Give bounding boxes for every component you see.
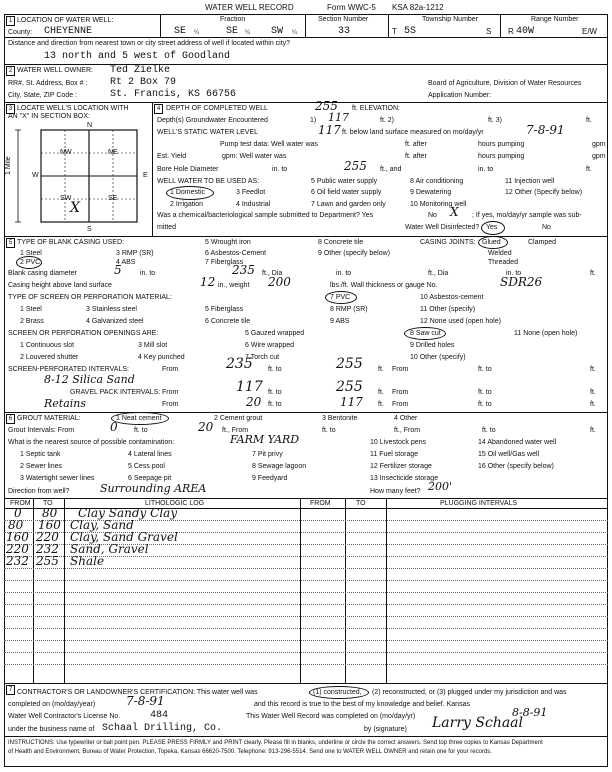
weight-unit: lbs./ft. Wall thickness or gauge No. xyxy=(330,282,438,289)
contam-lateral: 4 Lateral lines xyxy=(128,451,172,458)
use-aircon: 8 Air conditioning xyxy=(410,178,464,185)
screen-label: TYPE OF SCREEN OR PERFORATION MATERIAL: xyxy=(8,294,172,301)
instructions-line-1: INSTRUCTIONS: Use typewriter or ball point pen. PLEASE PRESS FIRMLY and PRINT clearly. Please fill in blanks, underline or circle the correct answers. Send top three copies to Kansas Department xyxy=(8,740,543,746)
gw1-value: 117 xyxy=(328,111,349,124)
use-domestic-circle xyxy=(166,186,214,200)
gravel-ft: ft. xyxy=(378,389,384,396)
bore-to-value: 255 xyxy=(344,159,367,173)
weight-value: 200 xyxy=(268,275,291,289)
fraction-3: SW xyxy=(271,26,284,37)
grout-to-value: 20 xyxy=(198,420,214,434)
county-label: County: xyxy=(8,29,33,36)
log-to-header-2: TO xyxy=(356,500,366,507)
use-public: 5 Public water supply xyxy=(311,178,378,185)
section-number: 5 xyxy=(6,238,15,248)
quarter-mark: ¼ xyxy=(292,30,298,36)
open-wire: 6 Wire wrapped xyxy=(245,342,295,349)
ksa-ref: KSA 82a-1212 xyxy=(392,3,444,12)
east-label: E xyxy=(143,172,148,179)
screen-steel: 1 Steel xyxy=(20,306,42,313)
retains-from: From xyxy=(162,401,179,408)
log-to-header: TO xyxy=(43,500,53,507)
casing-joints: CASING JOINTS: xyxy=(420,239,476,246)
cert-rest: and this record is true to the best of my knowledge and belief. Kansas xyxy=(254,701,470,708)
distance-label: Distance and direction from nearest town or city street address of well if located within city? xyxy=(8,40,291,47)
city-value: St. Francis, KS 66756 xyxy=(110,89,237,100)
screen-none: 12 None used (open hole) xyxy=(420,318,501,325)
log-row-to: 80 xyxy=(42,506,58,520)
bore-in-to-2: in. to xyxy=(478,166,494,173)
screen-other: 11 Other (specify) xyxy=(420,306,476,313)
se-label: SE xyxy=(108,195,118,202)
log-row-from: 160 xyxy=(6,530,29,544)
contam-feedyard: 9 Feedyard xyxy=(252,475,288,482)
form-id: Form WWC-5 xyxy=(327,3,376,12)
log-row-from: 80 xyxy=(8,518,24,532)
intervals-ft-to: ft. to xyxy=(268,366,282,373)
record-completed-date: 8-8-91 xyxy=(512,706,548,719)
contam-other: 16 Other (specify below) xyxy=(478,463,554,470)
gauge-value: SDR26 xyxy=(500,275,543,289)
height-weight-label: in., weight xyxy=(218,282,250,289)
contam-cess: 5 Cess pool xyxy=(128,463,165,470)
grout-intervals-label: Grout Intervals: From xyxy=(8,427,75,434)
township-label: Township Number xyxy=(422,16,479,23)
diameter-value: 5 xyxy=(114,263,122,277)
screen-pvc: 7 PVC xyxy=(330,294,351,301)
log-row-desc: Sand, Gravel xyxy=(70,542,149,556)
chem-label: Was a chemical/bacteriological sample submitted to Department? Yes xyxy=(157,212,374,219)
address-value: Rt 2 Box 79 xyxy=(110,77,177,88)
static-value: 117 xyxy=(318,123,341,137)
range-label: Range Number xyxy=(531,16,579,23)
yield-gpm: gpm: Well water was xyxy=(222,153,287,160)
location-label: LOCATION OF WATER WELL: xyxy=(17,17,114,24)
board-text: Board of Agriculture, Division of Water Resources xyxy=(428,80,582,87)
gw1-num: 1) xyxy=(310,117,317,124)
casing-abs: 4 ABS xyxy=(116,259,136,266)
log-row-to: 160 xyxy=(38,518,61,532)
grout-cement: 2 Cement grout xyxy=(214,415,263,422)
grout-ft-to-3: ft. to xyxy=(482,427,496,434)
plugging-header: PLUGGING INTERVALS xyxy=(440,500,518,507)
open-drilled: 9 Drilled holes xyxy=(410,342,455,349)
use-injection: 11 Injection well xyxy=(505,178,555,185)
section-number-label: Section Number xyxy=(318,16,369,23)
gravel-from-2: From xyxy=(392,389,409,396)
open-torch: 7 Torch cut xyxy=(245,354,280,361)
retains-ft-end: ft. xyxy=(590,401,596,408)
retains-from-value: 20 xyxy=(246,395,262,409)
pump-label: Pump test data: Well water was xyxy=(220,141,318,148)
well-location-x: X xyxy=(70,200,80,216)
casing-label: TYPE OF BLANK CASING USED: xyxy=(17,239,124,246)
gravel-from: From xyxy=(162,389,179,396)
license-label: Water Well Contractor's License No. xyxy=(8,713,121,720)
disinfected-label: Water Well Disinfected? xyxy=(405,224,480,231)
log-row-desc: Clay, Sand Gravel xyxy=(70,530,178,544)
diameter-ft-dia: ft., Dia xyxy=(262,270,283,277)
range-value: 40W xyxy=(516,26,535,37)
diameter-to-value: 235 xyxy=(232,263,255,277)
log-row-to: 232 xyxy=(36,542,59,556)
locate-label-2: AN "X" IN SECTION BOX: xyxy=(8,113,90,120)
openings-label: SCREEN OR PERFORATION OPENINGS ARE: xyxy=(8,330,159,337)
grout-from-value: 0 xyxy=(110,420,118,434)
log-row-to: 220 xyxy=(36,530,59,544)
screen-concrete: 6 Concrete tile xyxy=(205,318,251,325)
joint-clamped: Clamped xyxy=(528,239,557,246)
use-monitoring: 10 Monitoring well xyxy=(410,201,467,208)
joint-threaded: Threaded xyxy=(488,259,518,266)
yield-hours: hours pumping xyxy=(478,153,525,160)
contam-oilwell: 15 Oil well/Gas well xyxy=(478,451,540,458)
contam-lagoon: 8 Sewage lagoon xyxy=(252,463,307,470)
gravel-ft-to-2: ft. to xyxy=(478,389,492,396)
cert-constructed-circle xyxy=(309,686,369,699)
casing-wrought: 5 Wrought iron xyxy=(205,239,251,246)
open-mill: 3 Mill slot xyxy=(138,342,168,349)
mitted-label: mitted xyxy=(157,224,177,231)
open-key: 4 Key punched xyxy=(138,354,185,361)
casing-other: 9 Other (specify below) xyxy=(318,250,390,257)
howmany-label: How many feet? xyxy=(370,488,421,495)
casing-rmp: 3 RMP (SR) xyxy=(116,250,154,257)
county-value: CHEYENNE xyxy=(44,26,93,37)
cert-constructed: (1) constructed, xyxy=(313,689,362,696)
intervals-ft-from: ft. xyxy=(378,366,384,373)
township-t: T xyxy=(392,27,397,36)
owner-label: WATER WELL OWNER: xyxy=(17,67,93,74)
sw-label: SW xyxy=(60,195,72,202)
intervals-from-value: 235 xyxy=(226,356,253,372)
diameter-in-to-3: in. to xyxy=(506,270,522,277)
static-date: 7-8-91 xyxy=(526,123,565,137)
screen-rmp: 8 RMP (SR) xyxy=(330,306,368,313)
disinfected-yes: Yes xyxy=(486,224,498,231)
log-row-from: 0 xyxy=(14,506,22,520)
grout-bentonite: 3 Bentonite xyxy=(322,415,358,422)
screen-galvanized: 4 Galvanized steel xyxy=(86,318,144,325)
disinfected-no: No xyxy=(542,224,551,231)
screen-abs: 9 ABS xyxy=(330,318,350,325)
grout-ft-to-2: ft. to xyxy=(322,427,336,434)
log-row-desc: Shale xyxy=(70,554,105,568)
fraction-1: SE xyxy=(174,26,187,37)
cert-reconstructed: (2) reconstructed, or (3) plugged under my jurisdiction and was xyxy=(372,689,567,696)
joint-glued: Glued xyxy=(482,239,501,246)
pump-hours: hours pumping xyxy=(478,141,525,148)
record-title: WATER WELL RECORD xyxy=(205,3,294,12)
grout-ft-to: ft. to xyxy=(134,427,148,434)
diameter-in-to-2: in. to xyxy=(336,270,352,277)
retains-ft-to-2: ft. to xyxy=(478,401,492,408)
chem-date-label: ; If yes, mo/day/yr sample was sub- xyxy=(472,212,582,219)
diameter-label: Blank casing diameter xyxy=(8,270,77,277)
section-number-value: 33 xyxy=(338,26,351,37)
intervals-from: From xyxy=(162,366,179,373)
contam-privy: 7 Pit privy xyxy=(252,451,283,458)
casing-pvc-circle xyxy=(16,256,42,269)
retains-ft-to: ft. to xyxy=(268,401,282,408)
use-feedlot: 3 Feedlot xyxy=(236,189,266,196)
section-number: 3 xyxy=(6,104,15,114)
grout-neat: 1 Neat cement xyxy=(116,415,162,422)
west-label: W xyxy=(32,172,39,179)
north-label: N xyxy=(87,122,93,129)
quarter-mark: ¼ xyxy=(245,30,251,36)
depth-label: DEPTH OF COMPLETED WELL xyxy=(166,105,268,112)
cert-label: CONTRACTOR'S OR LANDOWNER'S CERTIFICATION: This water well was xyxy=(17,689,258,696)
contam-septic: 1 Septic tank xyxy=(20,451,61,458)
section-number: 4 xyxy=(154,104,163,114)
range-ew: E/W xyxy=(582,27,598,36)
direction-label: Direction from well? xyxy=(8,488,70,495)
completed-label: completed on (mo/day/year) xyxy=(8,701,96,708)
chem-no-x: X xyxy=(450,205,459,219)
business-label: under the business name of xyxy=(8,726,95,733)
gravel-from-value: 117 xyxy=(236,379,263,395)
gw2-label: ft. 2) xyxy=(380,117,395,124)
signature-label: by (signature) xyxy=(364,726,407,733)
retains-material: Retains xyxy=(44,397,87,410)
south-label: S xyxy=(87,226,92,233)
joint-welded: Welded xyxy=(488,250,512,257)
screen-brass: 2 Brass xyxy=(20,318,44,325)
section-number: 2 xyxy=(6,66,15,76)
pump-gpm: gpm xyxy=(592,141,606,148)
gw-label: Depth(s) Groundwater Encountered xyxy=(157,117,268,124)
owner-name: Ted Zielke xyxy=(110,65,171,76)
diameter-in-to: in. to xyxy=(140,270,156,277)
gravel-material: 8-12 Silica Sand xyxy=(44,373,135,386)
intervals-label: SCREEN-PERFORATED INTERVALS: xyxy=(8,366,129,373)
diameter-ft-end: ft. xyxy=(590,270,596,277)
source-label: What is the nearest source of possible contamination: xyxy=(8,439,175,446)
casing-concrete: 8 Concrete tile xyxy=(318,239,364,246)
yield-gpm-end: gpm xyxy=(592,153,606,160)
gravel-label: GRAVEL PACK INTERVALS: xyxy=(70,389,161,396)
use-other: 12 Other (Specify below) xyxy=(505,189,583,196)
static-rest: ft. below land surface measured on mo/day/yr xyxy=(342,129,484,136)
address-label: RR#, St. Address, Box # : xyxy=(8,80,88,87)
casing-asbestos: 6 Asbestos-Cement xyxy=(205,250,267,257)
city-label: City, State, ZIP Code : xyxy=(8,92,77,99)
screen-stainless: 3 Stainless steel xyxy=(86,306,137,313)
quarter-mark: ¼ xyxy=(194,30,200,36)
application-label: Application Number: xyxy=(428,92,492,99)
direction-value: Surrounding AREA xyxy=(100,482,207,495)
locate-label: LOCATE WELL'S LOCATION WITH xyxy=(17,105,129,112)
distance-value: 13 north and 5 west of Goodland xyxy=(44,51,231,62)
height-label: Casing height above land surface xyxy=(8,282,112,289)
business-value: Schaal Drilling, Co. xyxy=(102,723,223,734)
static-label: WELL'S STATIC WATER LEVEL xyxy=(157,129,259,136)
casing-fiberglass: 7 Fiberglass xyxy=(205,259,244,266)
intervals-ft-end: ft. xyxy=(590,366,596,373)
open-louvered: 2 Louvered shutter xyxy=(20,354,79,361)
gravel-ft-to: ft. to xyxy=(268,389,282,396)
use-industrial: 4 Industrial xyxy=(236,201,271,208)
pump-after: ft. after xyxy=(405,141,427,148)
casing-steel: 1 Steel xyxy=(20,250,42,257)
gravel-to-value: 255 xyxy=(336,379,363,395)
height-value: 12 xyxy=(200,275,216,289)
bore-label: Bore Hole Diameter xyxy=(157,166,219,173)
grout-ft-from-2: ft., From xyxy=(394,427,421,434)
use-domestic: 1 Domestic xyxy=(170,189,206,196)
intervals-from-2: From xyxy=(392,366,409,373)
log-row-desc: Clay Sandy Clay xyxy=(78,506,178,520)
grout-ft-end: ft. xyxy=(590,427,596,434)
log-row-from: 232 xyxy=(6,554,29,568)
use-label: WELL WATER TO BE USED AS: xyxy=(157,178,260,185)
contam-seepage: 6 Seepage pit xyxy=(128,475,172,482)
use-irrigation: 2 Irrigation xyxy=(170,201,204,208)
township-s: S xyxy=(486,27,492,36)
bore-in-to: in. to xyxy=(272,166,288,173)
open-other: 10 Other (specify) xyxy=(410,354,466,361)
nw-label: NW xyxy=(60,149,72,156)
fraction-2: SE xyxy=(226,26,239,37)
open-gauzed: 5 Gauzed wrapped xyxy=(245,330,305,337)
log-from-header-2: FROM xyxy=(310,500,331,507)
diameter-ft-dia-2: ft., Dia xyxy=(428,270,449,277)
yield-label: Est. Yield xyxy=(157,153,187,160)
casing-pvc: 2 PVC xyxy=(20,259,41,266)
use-dewatering: 9 Dewatering xyxy=(410,189,452,196)
retains-from-2: From xyxy=(392,401,409,408)
retains-to-value: 117 xyxy=(340,395,363,409)
use-lawn: 7 Lawn and garden only xyxy=(311,201,386,208)
grout-ft-from: ft., From xyxy=(222,427,249,434)
completed-date: 7-8-91 xyxy=(126,694,165,708)
grout-label: GROUT MATERIAL: xyxy=(17,415,81,422)
fraction-label: Fraction xyxy=(220,16,246,23)
elevation-label: ft. ELEVATION: xyxy=(352,105,400,112)
bore-ft-and: ft., and xyxy=(380,166,402,173)
depth-value: 255 xyxy=(315,99,338,113)
log-lith-header: LITHOLOGIC LOG xyxy=(145,500,205,507)
log-row-from: 220 xyxy=(6,542,29,556)
signature-value: Larry Schaal xyxy=(432,715,524,731)
disinfected-yes-circle xyxy=(481,221,505,235)
township-value: 5S xyxy=(404,26,417,37)
open-continuous: 1 Continuous slot xyxy=(20,342,75,349)
contam-sewer: 2 Sewer lines xyxy=(20,463,63,470)
contam-insecticide: 13 Insecticide storage xyxy=(370,475,439,482)
yield-after: ft. after xyxy=(405,153,427,160)
instructions-line-2: of Health and Environment, Bureau of Water Protection, Topeka, Kansas 66620-7500. Telephone: 913-296-5514. Send one to WATER WELL OWNER and retain one for your records. xyxy=(8,749,492,755)
gravel-ft-end: ft. xyxy=(590,389,596,396)
use-oilfield: 6 Oil field water supply xyxy=(311,189,382,196)
intervals-ft-to-2: ft. to xyxy=(478,366,492,373)
screen-asbestos: 10 Asbestos-cement xyxy=(420,294,484,301)
section-number: 7 xyxy=(6,685,15,695)
intervals-to-value: 255 xyxy=(336,356,363,372)
contam-fertilizer: 12 Fertilizer storage xyxy=(370,463,432,470)
contam-watertight: 3 Watertight sewer lines xyxy=(20,475,95,482)
grout-neat-circle xyxy=(111,412,169,425)
retains-ft: ft. xyxy=(378,401,384,408)
contam-fuel: 11 Fuel storage xyxy=(370,451,419,458)
section-number: 6 xyxy=(6,414,15,424)
joint-glued-circle xyxy=(478,236,508,249)
license-value: 484 xyxy=(150,710,169,721)
log-row-to: 255 xyxy=(36,554,59,568)
mile-label: 1 Mile xyxy=(5,156,12,175)
open-saw: 8 Saw cut xyxy=(410,330,441,337)
screen-fiberglass: 5 Fiberglass xyxy=(205,306,244,313)
log-row-desc: Clay, Sand xyxy=(70,518,134,532)
open-saw-circle xyxy=(404,327,446,340)
gw-ft-end: ft. xyxy=(586,117,592,124)
bore-ft-2: ft. xyxy=(586,166,592,173)
chem-no: No xyxy=(428,212,437,219)
range-r: R xyxy=(508,27,514,36)
ne-label: NE xyxy=(108,149,118,156)
howmany-value: 200' xyxy=(428,480,453,493)
record-completed-label: This Water Well Record was completed on (mo/day/yr) xyxy=(246,713,416,720)
contam-livestock: 10 Livestock pens xyxy=(370,439,427,446)
grout-other: 4 Other xyxy=(394,415,418,422)
open-none: 11 None (open hole) xyxy=(514,330,578,337)
screen-pvc-circle xyxy=(325,291,357,304)
log-from-header: FROM xyxy=(10,500,31,507)
section-number: 1 xyxy=(6,16,15,26)
gw3-label: ft. 3) xyxy=(488,117,503,124)
contam-abandoned: 14 Abandoned water well xyxy=(478,439,557,446)
source-value: FARM YARD xyxy=(230,433,300,446)
